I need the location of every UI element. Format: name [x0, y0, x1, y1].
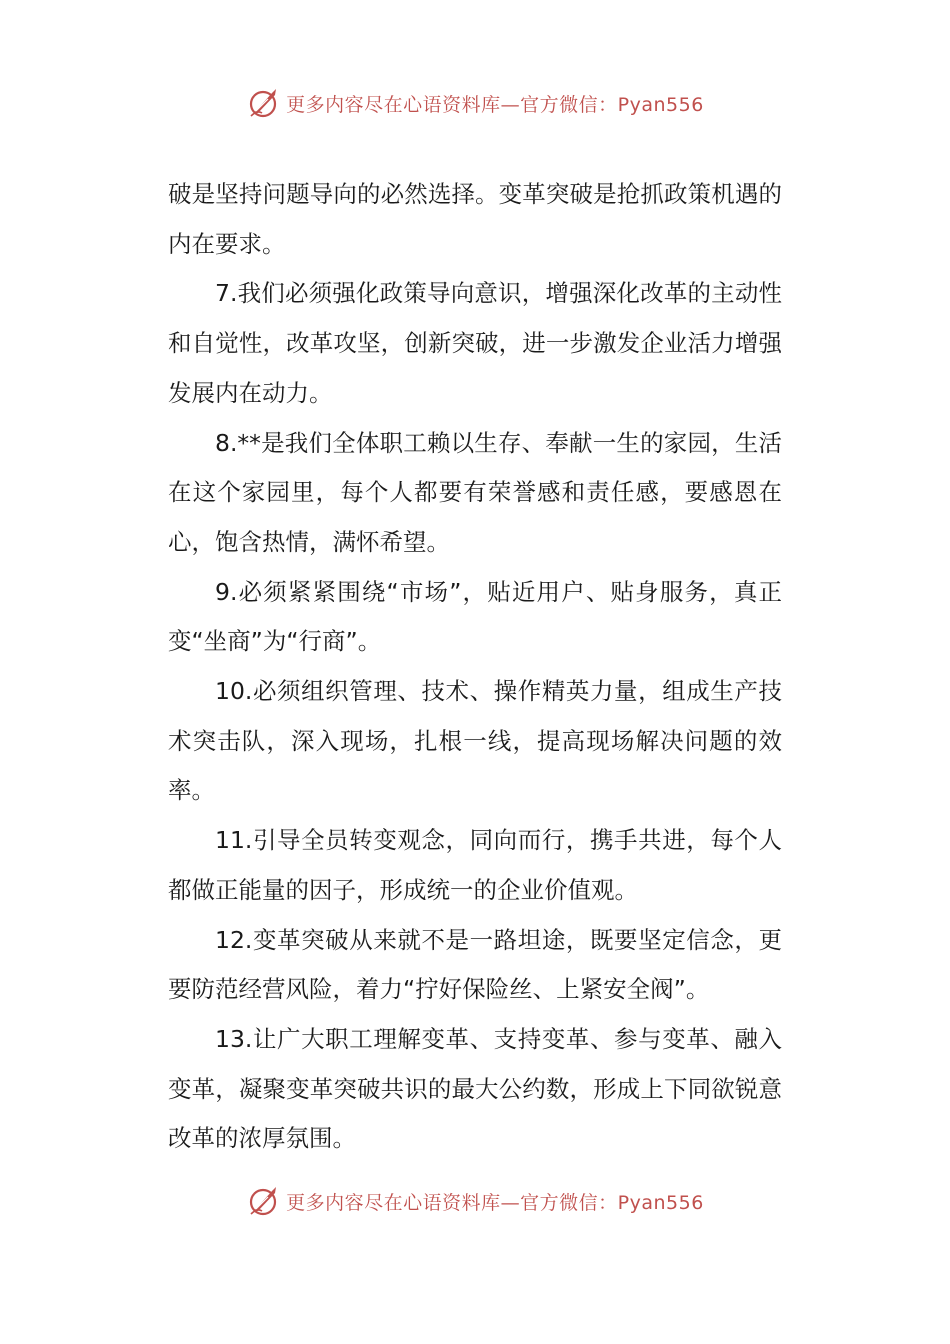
- paragraph-item-8: 8.**是我们全体职工赖以生存、奉献一生的家园，生活在这个家园里，每个人都要有荣誉感和责任感，要感恩在心，饱含热情，满怀希望。: [168, 428, 782, 556]
- paragraph-item-7: 7.我们必须强化政策导向意识，增强深化改革的主动性和自觉性，改革攻坚，创新突破，进一步激发企业活力增强发展内在动力。: [168, 279, 782, 407]
- watermark-text: 更多内容尽在心语资料库—官方微信：: [286, 93, 618, 116]
- paragraph-item-13: 13.让广大职工理解变革、支持变革、参与变革、融入变革，凝聚变革突破共识的最大公约数，形成上下同欲锐意改革的浓厚氛围。: [168, 1024, 782, 1153]
- paragraph-item-10: 10.必须组织管理、技术、操作精英力量，组成生产技术突击队，深入现场，扎根一线，提高现场解决问题的效率。: [168, 677, 782, 805]
- document-body: [168, 170, 782, 1164]
- watermark-account: Pyan556: [617, 1191, 704, 1214]
- paragraph-item-12: 12.变革突破从来就不是一路坦途，既要坚定信念，更要防范经营风险，着力“拧好保险丝、上紧安全阀”。: [168, 925, 782, 1004]
- paragraph-continuation: 破是坚持问题导向的必然选择。变革突破是抢抓政策机遇的内在要求。: [168, 180, 782, 258]
- paragraph-item-11: 11.引导全员转变观念，同向而行，携手共进，每个人都做正能量的因子，形成统一的企业价值观。: [168, 826, 782, 904]
- header-watermark: [0, 83, 950, 123]
- quill-pen-logo-icon: [246, 1183, 282, 1219]
- quill-pen-logo-icon: [246, 85, 282, 121]
- paragraph-item-9: 9.必须紧紧围绕“市场”，贴近用户、贴身服务，真正变“坐商”为“行商”。: [168, 577, 782, 656]
- watermark-text: 更多内容尽在心语资料库—官方微信：: [286, 1191, 618, 1214]
- footer-watermark: [0, 1181, 950, 1221]
- watermark-account: Pyan556: [617, 93, 704, 116]
